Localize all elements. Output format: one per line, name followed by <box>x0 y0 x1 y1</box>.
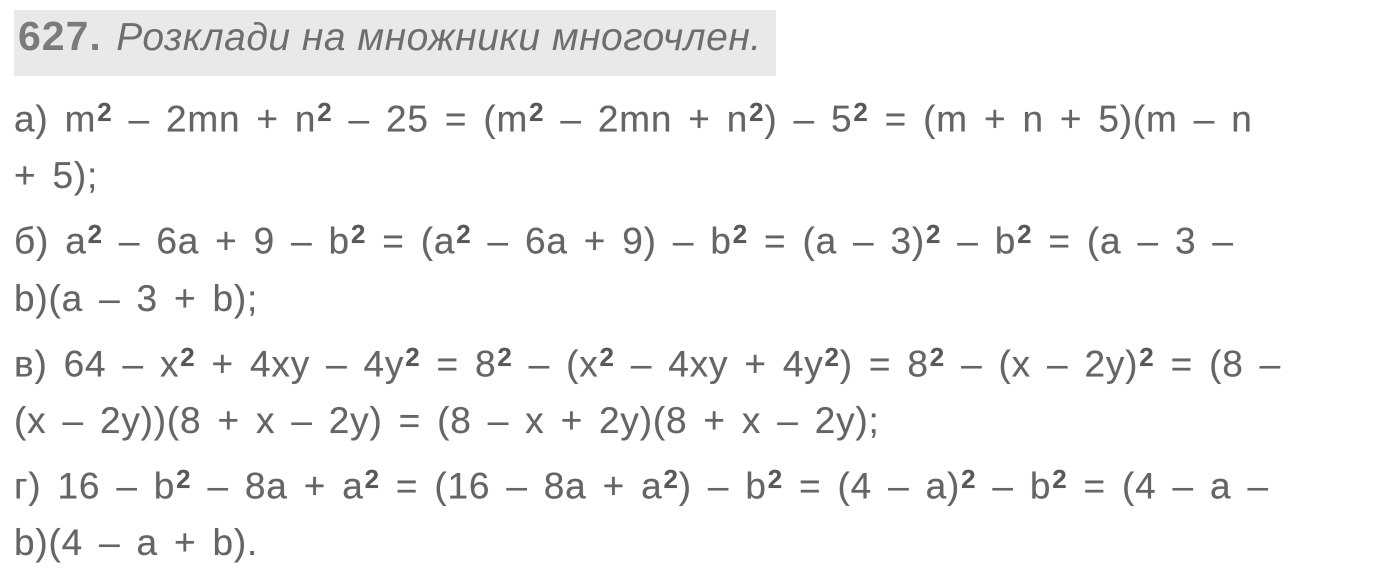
problem-number: 627. <box>18 13 102 59</box>
solution-line-a-1: а) $m^2 - 2mn + n^2 - 25 = (m^2 - 2mn + n^2) - 5^2 = (m + n + 5)(m - n$ <box>14 98 1253 140</box>
solution-line-g-2: b)(4 – a + b). <box>14 522 259 564</box>
solution-line-v-2: (x – 2y))(8 + x – 2y) = (8 – x + 2y)(8 + x – 2y); <box>14 399 880 441</box>
problem-header <box>14 10 1390 76</box>
problem-title: Розклади на множники многочлен. <box>116 16 762 59</box>
solution-line-b-2: b)(a – 3 + b); <box>14 277 259 319</box>
solution-line-v-1: в) $64 - x^2 + 4xy - 4y^2 = 8^2 - (x^2 - 4xy + 4y^2) = 8^2 - (x - 2y)^2 = (8$ – <box>14 342 1282 384</box>
solution-line-a-2: + 5); <box>14 155 99 197</box>
problem-solution-block <box>14 82 1390 571</box>
solution-line-g-1: г) $16 - b^2 - 8a + a^2 = (16 - 8a + a^2) - b^2 = (4 - a)^2 - b^2 = (4 - a$ – <box>14 465 1269 507</box>
problem-header-highlight <box>14 10 776 76</box>
solution-line-b-1: б) $a^2 - 6a + 9 - b^2 = (a^2 - 6a + 9) - b^2 = (a - 3)^2 - b^2 = (a - 3$ – <box>14 220 1234 262</box>
